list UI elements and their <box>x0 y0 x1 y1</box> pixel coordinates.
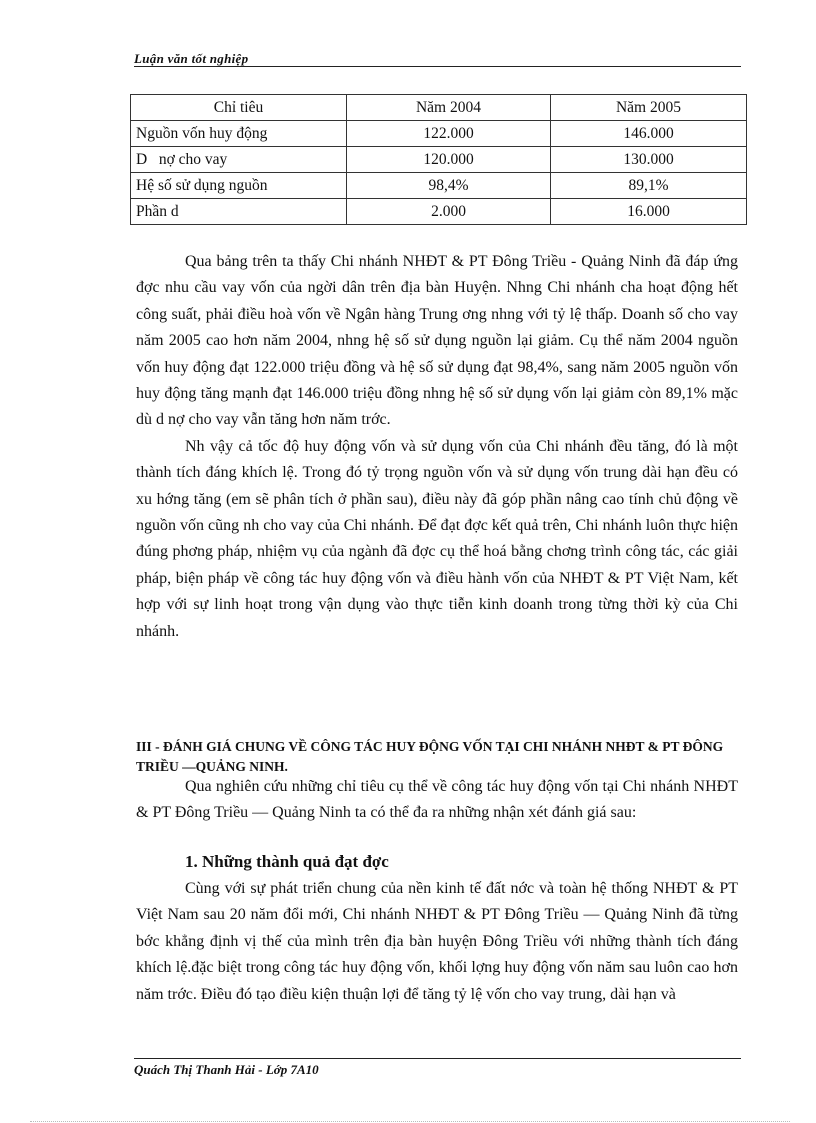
paragraph-3: Qua nghiên cứu những chỉ tiêu cụ thể về công tác huy động vốn tại Chi nhánh NHĐT & PT Đông Triều — Quảng Ninh ta có thể đa ra những nhận xét đánh giá sau: <box>136 778 738 822</box>
column-header: Năm 2004 <box>347 95 551 121</box>
section-heading: III - ĐÁNH GIÁ CHUNG VỀ CÔNG TÁC HUY ĐỘNG VỐN TẠI CHI NHÁNH NHĐT & PT ĐÔNG TRIỀU —QUẢNG NINH. <box>136 739 724 774</box>
column-header: Năm 2005 <box>551 95 747 121</box>
table-cell: 130.000 <box>551 147 747 173</box>
table-cell: 16.000 <box>551 199 747 225</box>
table-cell: 2.000 <box>347 199 551 225</box>
table-row <box>131 121 747 147</box>
capital-table <box>130 94 747 225</box>
table-row <box>131 199 747 225</box>
column-header: Chỉ tiêu <box>131 95 347 121</box>
table-cell: 98,4% <box>347 173 551 199</box>
paragraph-2: Nh vậy cả tốc độ huy động vốn và sử dụng vốn của Chi nhánh đều tăng, đó là một thành tích đáng khích lệ. Trong đó tỷ trọng nguồn vốn và sử dụng vốn trung dài hạn đều có xu hớng tăng (em sẽ phân tích ở phần sau), điều này đã góp phần nâng cao tính chủ động về nguồn vốn cũng nh cho vay của Chi nhánh. Để đạt đợc kết quả trên, Chi nhánh luôn thực hiện đúng phơng pháp, nhiệm vụ của ngành đã đợc cụ thể hoá bằng chơng trình công tác, các giải pháp, biện pháp về công tác huy động vốn và điều hành vốn của NHĐT & PT Việt Nam, kết hợp với sự linh hoạt trong vận dụng vào thực tiễn kinh doanh trong từng thời kỳ của Chi nhánh. <box>136 437 738 640</box>
table-cell: 120.000 <box>347 147 551 173</box>
table-cell: Phần d <box>131 199 347 225</box>
footer-author: Quách Thị Thanh Hải - Lớp 7A10 <box>134 1062 319 1077</box>
page-divider <box>30 1121 790 1122</box>
table-cell: D nợ cho vay <box>131 147 347 173</box>
table-row <box>131 147 747 173</box>
page-header <box>134 50 741 67</box>
body-section-3 <box>136 876 738 1008</box>
body-section-1 <box>136 249 738 645</box>
paragraph-1: Qua bảng trên ta thấy Chi nhánh NHĐT & PT Đông Triều - Quảng Ninh đã đáp ứng đợc nhu cầu vay vốn của ngời dân trên địa bàn Huyện. Nhng Chi nhánh cha hoạt động hết công suất, phải điều hoà vốn về Ngân hàng Trung ơng nhng với tỷ lệ thấp. Doanh số cho vay năm 2005 cao hơn năm 2004, nhng hệ số sử dụng nguồn lại giảm. Cụ thể năm 2004 nguồn vốn huy động đạt 122.000 triệu đồng và hệ số sử dụng đạt 98,4%, sang năm 2005 nguồn vốn huy động tăng mạnh đạt 146.000 triệu đồng nhng hệ số sử dụng vốn lại giảm còn 89,1% mặc dù d nợ cho vay vẫn tăng hơn năm trớc. <box>136 253 738 429</box>
body-section-2 <box>136 774 738 827</box>
table-row <box>131 173 747 199</box>
paragraph-4: Cùng với sự phát triển chung của nền kinh tế đất nớc và toàn hệ thống NHĐT & PT Việt Nam sau 20 năm đổi mới, Chi nhánh NHĐT & PT Đông Triều — Quảng Ninh đã từng bớc khẳng định vị thế của mình trên địa bàn huyện Đông Triều với những thành tích đáng khích lệ.đặc biệt trong công tác huy động vốn, khối lợng huy động vốn năm sau luôn cao hơn năm trớc. Điều đó tạo điều kiện thuận lợi để tăng tỷ lệ vốn cho vay trung, dài hạn và <box>136 880 738 1003</box>
table-cell: Hệ số sử dụng nguồn <box>131 173 347 199</box>
subheading-1: 1. Những thành quả đạt đợc <box>185 852 389 871</box>
table-cell: Nguồn vốn huy động <box>131 121 347 147</box>
table-cell: 146.000 <box>551 121 747 147</box>
header-title: Luận văn tốt nghiệp <box>134 51 249 66</box>
page-footer <box>134 1058 741 1079</box>
table-header-row <box>131 95 747 121</box>
table-cell: 89,1% <box>551 173 747 199</box>
table-cell: 122.000 <box>347 121 551 147</box>
